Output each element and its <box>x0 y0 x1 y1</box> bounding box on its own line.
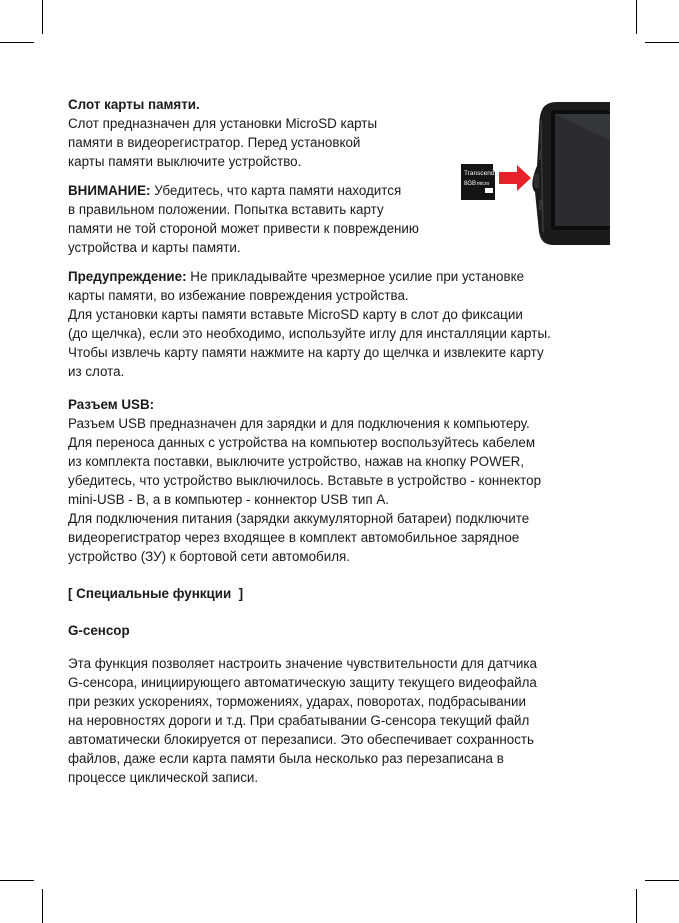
gsensor-heading: G-сенсор <box>68 623 130 638</box>
special-functions-heading: [ Специальные функции ] <box>68 586 244 601</box>
usb-line: устройство (ЗУ) к бортовой сети автомобиля. <box>68 549 350 564</box>
crop-mark <box>0 880 34 881</box>
attention-line: в правильном положении. Попытка вставить карту <box>68 202 384 217</box>
usb-line: Для переноса данных с устройства на компьютер воспользуйтесь кабелем <box>68 435 536 450</box>
warning-label: Предупреждение: <box>68 269 187 284</box>
usb-line: видеорегистратор через входящее в комплект автомобильное зарядное <box>68 530 520 545</box>
memory-slot-heading: Слот карты памяти. <box>68 97 200 112</box>
gsensor-line: файлов, даже если карта памяти была несколько раз перезаписана в <box>68 751 504 766</box>
usb-line: из комплекта поставки, выключите устройство, нажав на кнопку POWER, <box>68 454 525 469</box>
gsensor-line: при резких ускорениях, торможениях, ударах, поворотах, подбрасывании <box>68 694 526 709</box>
attention-text: Убедитесь, что карта памяти находится <box>150 183 402 198</box>
document-content <box>68 95 613 787</box>
crop-mark <box>645 42 679 43</box>
crop-mark <box>42 889 43 923</box>
memory-slot-line: карты памяти выключите устройство. <box>68 154 302 169</box>
memory-slot-line: памяти в видеорегистратор. Перед установкой <box>68 135 361 150</box>
gsensor-line: автоматически блокируется от перезаписи. Это обеспечивает сохранность <box>68 732 535 747</box>
warning-line: карты памяти, во избежание повреждения устройства. <box>68 288 409 303</box>
attention-label: ВНИМАНИЕ: <box>68 183 151 198</box>
memory-slot-line: Слот предназначен для установки MicroSD карты <box>68 116 378 131</box>
warning-line: из слота. <box>68 364 125 379</box>
attention-paragraph <box>68 181 613 200</box>
svg-text:micro: micro <box>477 181 490 187</box>
gsensor-line: G-сенсора, инициирующего автоматическую защиту текущего видеофайла <box>68 675 537 690</box>
usb-line: убедитесь, что устройство выключилось. Вставьте в устройство - коннектор <box>68 473 542 488</box>
gsensor-line: Эта функция позволяет настроить значение чувствительности для датчика <box>68 656 537 671</box>
warning-text: Не прикладывайте чрезмерное усилие при установке <box>186 269 525 284</box>
svg-text:Transcend: Transcend <box>464 170 495 177</box>
attention-line: устройства и карты памяти. <box>68 240 241 255</box>
warning-line: (до щелчка), если это необходимо, используйте иглу для инсталляции карты. <box>68 326 551 341</box>
crop-mark <box>636 0 637 34</box>
warning-line: Для установки карты памяти вставьте MicroSD карту в слот до фиксации <box>68 307 523 322</box>
crop-mark <box>0 42 34 43</box>
usb-line: Для подключения питания (зарядки аккумуляторной батареи) подключите <box>68 511 530 526</box>
crop-mark <box>645 880 679 881</box>
usb-heading: Разъем USB: <box>68 397 155 412</box>
warning-paragraph <box>68 267 613 286</box>
usb-line: mini-USB - B, а в компьютер - коннектор USB тип А. <box>68 492 390 507</box>
gsensor-line: на неровностях дороги и т.д. При срабатывании G-сенсора текущий файл <box>68 713 530 728</box>
gsensor-line: процессе циклической записи. <box>68 770 259 785</box>
svg-text:8GB: 8GB <box>464 181 477 187</box>
warning-line: Чтобы извлечь карту памяти нажмите на карту до щелчка и извлеките карту <box>68 345 544 360</box>
attention-line: памяти не той стороной может привести к повреждению <box>68 221 419 236</box>
usb-line: Разъем USB предназначен для зарядки и для подключения к компьютеру. <box>68 416 530 431</box>
crop-mark <box>636 889 637 923</box>
crop-mark <box>42 0 43 34</box>
